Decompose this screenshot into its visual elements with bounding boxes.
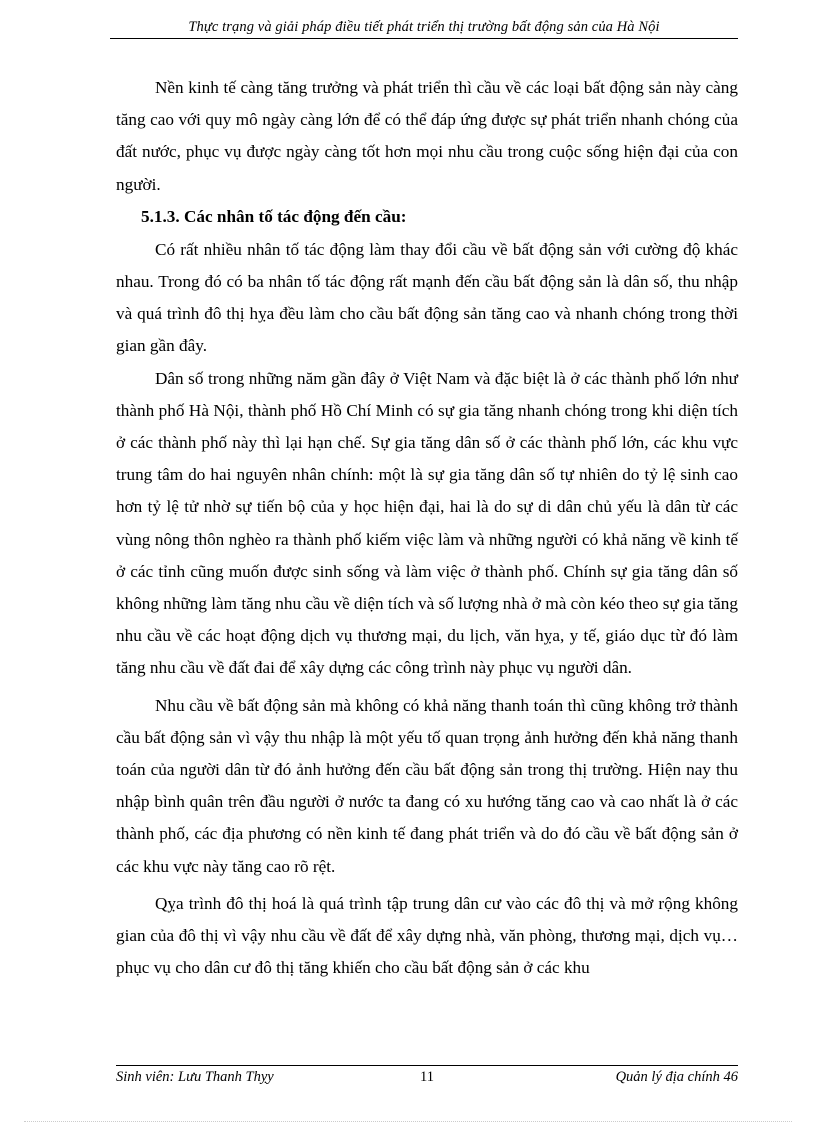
- header-divider: [110, 38, 738, 39]
- footer-class-name: Quản lý địa chính 46: [615, 1069, 738, 1085]
- footer-page-number: 11: [420, 1069, 434, 1085]
- footer-student-name: Sinh viên: Lưu Thanh Thỵy: [116, 1069, 274, 1085]
- paragraph-demand-growth: Nền kinh tế càng tăng trưởng và phát triển thì cầu về các loại bất động sản này càng tăng cao với quy mô ngày càng lớn để có thể đáp ứng được sự phát triển nhanh chóng của đất nước, phục vụ được ngày càng tốt hơn mọi nhu cầu trong cuộc sống hiện đại của con người.: [116, 78, 738, 194]
- page-header-title: Thực trạng và giải pháp điều tiết phát triển thị trường bất động sản của Hà Nội: [188, 19, 660, 35]
- page-footer: [116, 1068, 738, 1086]
- paragraph-demand-factors: Có rất nhiều nhân tố tác động làm thay đổi cầu về bất động sản với cường độ khác nhau. Trong đó có ba nhân tố tác động rất mạnh đến cầu bất động sản là dân số, thu nhập và quá trình đô thị hỵa đều làm cho cầu bất động sản tăng cao và nhanh chóng trong thời gian gần đây.: [116, 239, 738, 356]
- footer-divider: [116, 1065, 738, 1066]
- document-body: [116, 72, 738, 984]
- page-edge-divider: [24, 1121, 792, 1122]
- paragraph-urbanization: Qỵa trình đô thị hoá là quá trình tập trung dân cư vào các đô thị và mở rộng không gian của đô thị vì vậy nhu cầu về đất để xây dựng nhà, văn phòng, thương mại, dịch vụ…phục vụ cho dân cư đô thị tăng khiến cho cầu bất động sản ở các khu: [116, 893, 738, 978]
- paragraph-population: Dân số trong những năm gần đây ở Việt Nam và đặc biệt là ở các thành phố lớn như thành phố Hà Nội, thành phố Hồ Chí Minh có sự gia tăng nhanh chóng trong khi diện tích ở các thành phố này thì lại hạn chế. Sự gia tăng dân số ở các thành phố lớn, các khu vực trung tâm do hai nguyên nhân chính: một là sự gia tăng dân số tự nhiên do tỷ lệ sinh cao hơn tỷ lệ tử nhờ sự tiến bộ của y học hiện đại, hai là do sự di dân chủ yếu là dân từ các vùng nông thôn nghèo ra thành phố kiếm việc làm và những người có khả năng về kinh tế ở các tỉnh cũng muốn được sinh sống và làm việc ở thành phố. Chính sự gia tăng dân số không những làm tăng nhu cầu về diện tích và số lượng nhà ở mà còn kéo theo sự gia tăng nhu cầu về các hoạt động dịch vụ thương mại, du lịch, văn hỵa, y tế, giáo dục từ đó làm tăng nhu cầu về đất đai để xây dựng các công trình này phục vụ người dân.: [116, 368, 738, 678]
- paragraph-income: Nhu cầu về bất động sản mà không có khả năng thanh toán thì cũng không trở thành cầu bất động sản vì vậy thu nhập là một yếu tố quan trọng ảnh hưởng đến khả năng thanh toán của người dân từ đó ảnh hưởng đến cầu bất động sản trong thị trường. Hiện nay thu nhập bình quân trên đầu người ở nước ta đang có xu hướng tăng cao và cao nhất là ở các thành phố, các địa phương có nền kinh tế đang phát triển và do đó cầu về bất động sản ở các khu vực này tăng cao rõ rệt.: [116, 695, 738, 876]
- section-heading: 5.1.3. Các nhân tố tác động đến cầu:: [141, 206, 407, 226]
